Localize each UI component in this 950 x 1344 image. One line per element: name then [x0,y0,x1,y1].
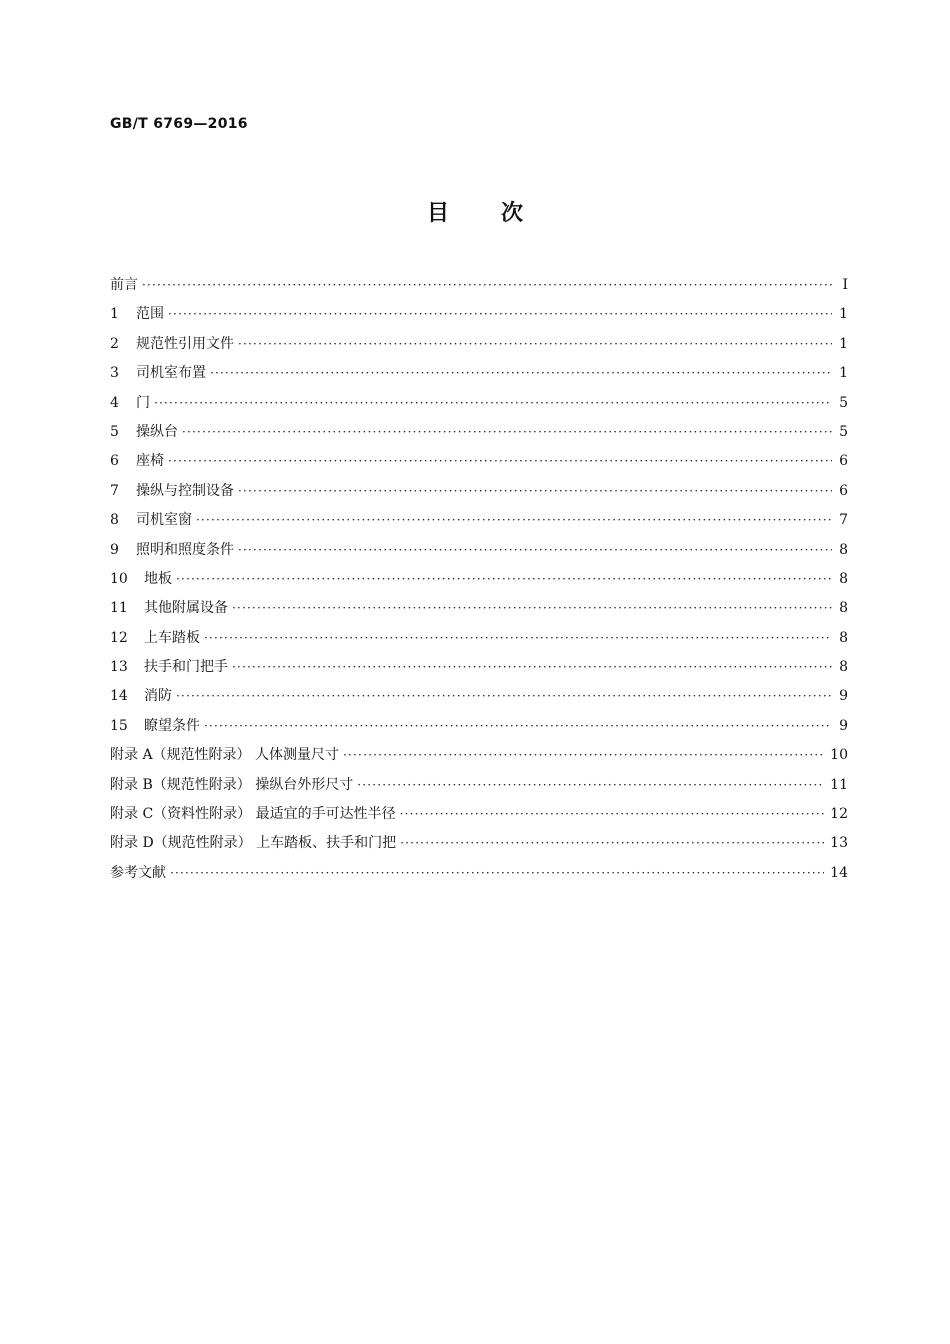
toc-clause-number: 4 [110,394,119,411]
toc-entry-label: 座椅 [136,453,164,470]
toc-entry-4[interactable] [110,392,848,421]
dot-leader [168,454,832,468]
toc-page-number: 8 [839,659,848,676]
toc-entry-10[interactable] [110,568,848,597]
toc-page-number: 6 [839,453,848,470]
toc-page-number: 5 [839,423,848,440]
dot-leader [196,513,832,527]
toc-page-number: 7 [839,512,848,529]
toc-entry-label: 扶手和门把手 [144,659,228,676]
toc-page-number: 8 [839,600,848,617]
toc-entry-label: 附录 C（资料性附录） 最适宜的手可达性半径 [110,806,396,823]
toc-clause-number: 10 [110,570,128,587]
toc-entry-2[interactable] [110,333,848,362]
toc-entry-label: 规范性引用文件 [136,335,234,352]
page-title: 目次 [426,201,575,226]
toc-page-number: 8 [839,629,848,646]
dot-leader [204,631,832,645]
toc-entry-label: 地板 [144,570,172,587]
dot-leader [232,660,832,674]
toc-entry-13[interactable] [110,656,848,685]
toc-entry-label: 参考文献 [110,864,166,881]
toc-entry-foreword[interactable] [110,274,848,303]
toc-clause-number: 2 [110,335,119,352]
toc-clause-number: 8 [110,512,119,529]
toc-entry-bibliography[interactable] [110,862,848,891]
toc-page-number: 9 [839,717,848,734]
toc-entry-label: 附录 D（规范性附录） 上车踏板、扶手和门把 [110,835,397,852]
toc-entry-label: 司机室窗 [136,512,192,529]
dot-leader [232,601,832,615]
dot-leader [176,572,832,586]
toc-page-number: 8 [839,541,848,558]
toc-entry-label: 照明和照度条件 [136,541,234,558]
dot-leader [182,425,832,439]
toc-page-number: 12 [830,806,848,823]
toc-page-number: 8 [839,570,848,587]
standard-code: GB/T 6769—2016 [110,116,248,132]
toc-entry-15[interactable] [110,715,848,744]
dot-leader [238,484,832,498]
toc-clause-number: 13 [110,659,128,676]
toc-entry-label: 附录 A（规范性附录） 人体测量尺寸 [110,747,340,764]
toc-clause-number: 1 [110,306,119,323]
toc-entry-12[interactable] [110,627,848,656]
toc-entry-label: 司机室布置 [136,365,206,382]
toc-entry-11[interactable] [110,597,848,626]
dot-leader [400,836,824,850]
toc-page-number: 5 [839,394,848,411]
toc-clause-number: 6 [110,453,119,470]
toc-page-number: 1 [839,306,848,323]
toc-entry-label: 操纵与控制设备 [136,482,234,499]
toc-clause-number: 12 [110,629,128,646]
toc-page-number: 13 [830,835,848,852]
toc-entry-5[interactable] [110,421,848,450]
toc-entry-label: 上车踏板 [144,629,200,646]
toc-entry-label: 前言 [110,277,138,293]
dot-leader [210,366,832,380]
toc-entry-label: 消防 [144,688,172,705]
dot-leader [238,543,832,557]
toc-entry-label: 瞭望条件 [144,717,200,734]
toc-entry-annex-b[interactable] [110,774,848,803]
toc-entry-label: 附录 B（规范性附录） 操纵台外形尺寸 [110,776,354,793]
dot-leader [204,719,832,733]
toc-page-number: 10 [830,747,848,764]
toc-entry-3[interactable] [110,362,848,391]
toc-clause-number: 9 [110,541,119,558]
dot-leader [400,807,825,821]
toc-entry-label: 范围 [136,306,164,323]
dot-leader [357,778,824,792]
toc-page-number: 1 [839,365,848,382]
toc-page-number: 11 [830,776,848,793]
toc-entry-annex-c[interactable] [110,803,848,832]
toc-entry-6[interactable] [110,450,848,479]
dot-leader [238,337,832,351]
toc-page-number: Ⅰ [842,277,848,293]
toc-entry-label: 其他附属设备 [144,600,228,617]
dot-leader [154,396,832,410]
toc-entry-label: 操纵台 [136,423,178,440]
toc-page-number: 6 [839,482,848,499]
toc-entry-annex-a[interactable] [110,744,848,773]
toc-clause-number: 11 [110,600,128,617]
toc-clause-number: 14 [110,688,128,705]
toc-page-number: 9 [839,688,848,705]
dot-leader [176,689,832,703]
toc-clause-number: 3 [110,365,119,382]
toc-entry-8[interactable] [110,509,848,538]
dot-leader [142,278,832,292]
toc-clause-number: 5 [110,423,119,440]
toc-entry-14[interactable] [110,685,848,714]
toc-entry-7[interactable] [110,480,848,509]
toc-entry-9[interactable] [110,539,848,568]
toc-page-number: 1 [839,335,848,352]
toc-clause-number: 15 [110,717,128,734]
table-of-contents [110,274,848,891]
toc-clause-number: 7 [110,482,119,499]
toc-entry-annex-d[interactable] [110,832,848,861]
toc-page-number: 14 [830,864,848,881]
dot-leader [168,307,832,321]
toc-entry-label: 门 [136,394,150,411]
dot-leader [170,866,824,880]
dot-leader [343,748,824,762]
toc-entry-1[interactable] [110,303,848,332]
